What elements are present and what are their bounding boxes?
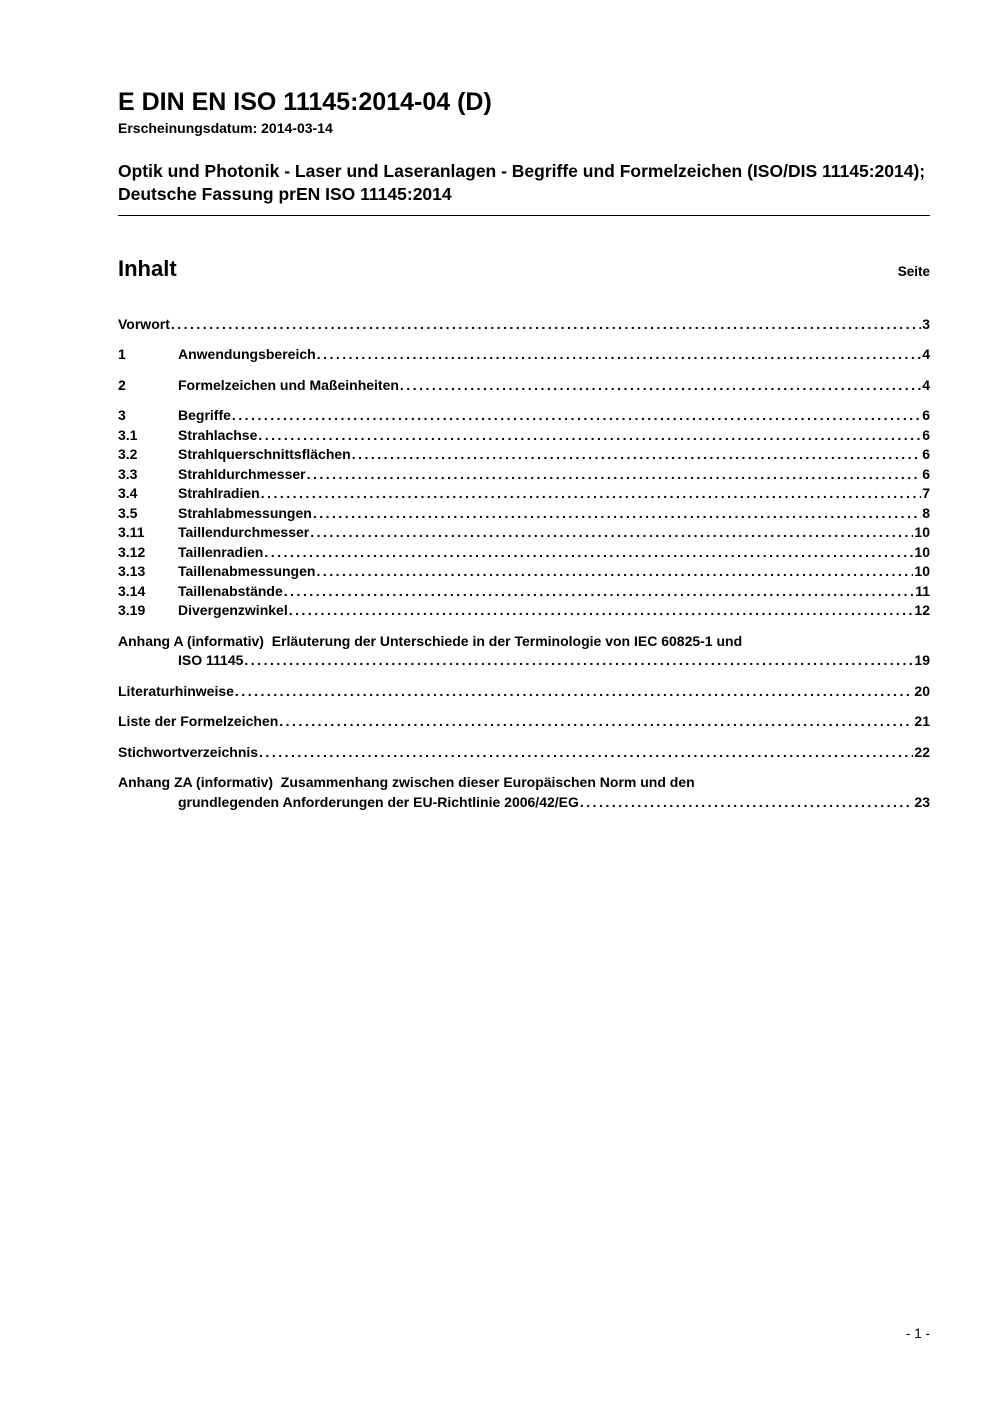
toc-dot-leader	[580, 793, 914, 813]
toc-entry-line	[118, 426, 930, 446]
toc-entry-number: 1	[118, 346, 126, 363]
toc-entry-page: 4	[922, 376, 930, 393]
toc-entry-line	[118, 406, 930, 426]
toc-entry-number: 3	[118, 407, 126, 424]
toc-dot-leader	[400, 376, 921, 396]
toc-entry-page: 3	[922, 315, 930, 332]
toc-header	[118, 256, 930, 282]
toc-dot-leader	[244, 651, 913, 671]
toc-entry	[118, 406, 930, 426]
toc-entry	[118, 426, 930, 446]
toc-entry-line	[118, 712, 930, 732]
toc-entry-line2	[118, 793, 930, 813]
document-title: E DIN EN ISO 11145:2014-04 (D)	[118, 88, 492, 116]
toc-entry	[118, 315, 930, 335]
toc-entry-line	[118, 543, 930, 563]
toc-entry-page: 6	[922, 426, 930, 443]
toc-entry-line	[118, 523, 930, 543]
toc-entry-number: 3.12	[118, 543, 146, 560]
toc-entry-line	[118, 582, 930, 602]
toc-entry-title: Strahldurchmesser	[178, 465, 306, 482]
toc-entry-page: 19	[914, 652, 930, 669]
toc-dot-leader	[313, 504, 921, 524]
toc-entry	[118, 465, 930, 485]
toc-entry-title: Liste der Formelzeichen	[118, 713, 279, 730]
toc-entry-title: Taillendurchmesser	[178, 524, 310, 541]
toc-entry-title: Strahlabmessungen	[178, 504, 312, 521]
toc-entry-page: 4	[922, 346, 930, 363]
toc-entry-title-line2: ISO 11145	[178, 652, 244, 669]
toc-entry-number: 3.19	[118, 602, 146, 619]
toc-entry-page: 8	[922, 504, 930, 521]
toc-entry-title: Taillenabstände	[178, 582, 283, 599]
toc-entry-page: 22	[914, 743, 930, 760]
toc-entry-page: 7	[922, 485, 930, 502]
toc-entry-number: 3.14	[118, 582, 146, 599]
toc-dot-leader	[307, 465, 922, 485]
toc-entry-line	[118, 445, 930, 465]
toc-dot-leader	[232, 406, 921, 426]
toc-entry-line	[118, 315, 930, 335]
toc-entry-title-line1: Anhang A (informativ) Erläuterung der Unterschiede in der Terminologie von IEC 60825-1 und	[118, 632, 743, 649]
toc-entry-number: 3.13	[118, 563, 146, 580]
document-subtitle: Optik und Photonik - Laser und Laseranlagen - Begriffe und Formelzeichen (ISO/DIS 11145:2014); Deutsche Fassung prEN ISO 11145:2014	[118, 160, 926, 204]
toc-entry-number: 3.3	[118, 465, 138, 482]
toc-entry-line	[118, 484, 930, 504]
toc-dot-leader	[235, 682, 914, 702]
toc-entry-line	[118, 465, 930, 485]
toc-dot-leader	[264, 543, 913, 563]
toc-entry-title: Taillenradien	[178, 543, 264, 560]
toc-dot-leader	[279, 712, 913, 732]
toc-entry-page: 20	[914, 682, 930, 699]
toc-entry-number: 3.5	[118, 504, 138, 521]
toc-entry	[118, 712, 930, 732]
toc-entry	[118, 562, 930, 582]
toc-entry	[118, 376, 930, 396]
page-number-footer: - 1 -	[905, 1326, 930, 1341]
toc-entry-line	[118, 345, 930, 365]
toc-list	[118, 315, 930, 813]
toc-entry-line2	[118, 651, 930, 671]
toc-entry	[118, 582, 930, 602]
toc-entry-title: Vorwort	[118, 315, 170, 332]
toc-entry-page: 10	[914, 563, 930, 580]
toc-entry-title: Taillenabmessungen	[178, 563, 316, 580]
publication-date: Erscheinungsdatum: 2014-03-14	[118, 119, 333, 136]
toc-entry-line	[118, 601, 930, 621]
toc-entry-line	[118, 743, 930, 763]
toc-dot-leader	[317, 345, 922, 365]
toc-entry-page: 12	[914, 602, 930, 619]
toc-page-column-label: Seite	[897, 263, 930, 279]
toc-dot-leader	[289, 601, 914, 621]
toc-dot-leader	[171, 315, 921, 335]
toc-entry-page: 6	[922, 407, 930, 424]
toc-entry-page: 21	[914, 713, 930, 730]
toc-entry	[118, 484, 930, 504]
toc-dot-leader	[316, 562, 913, 582]
toc-entry-number: 3.2	[118, 446, 138, 463]
toc-entry-number: 2	[118, 376, 126, 393]
toc-entry	[118, 743, 930, 763]
toc-entry-title: Strahlachse	[178, 426, 258, 443]
toc-dot-leader	[352, 445, 922, 465]
toc-entry-page: 11	[915, 582, 930, 599]
toc-dot-leader	[310, 523, 913, 543]
toc-entry-title: Strahlradien	[178, 485, 260, 502]
toc-entry-title: Literaturhinweise	[118, 682, 234, 699]
toc-entry	[118, 504, 930, 524]
toc-entry-title: Strahlquerschnittsflächen	[178, 446, 351, 463]
toc-entry	[118, 773, 930, 812]
toc-entry	[118, 682, 930, 702]
toc-entry	[118, 632, 930, 671]
toc-entry-title: Stichwortverzeichnis	[118, 743, 259, 760]
toc-entry-title-line1: Anhang ZA (informativ) Zusammenhang zwischen dieser Europäischen Norm und den	[118, 774, 695, 791]
toc-entry	[118, 601, 930, 621]
toc-entry	[118, 345, 930, 365]
title-divider	[118, 215, 930, 216]
toc-entry-title-line2: grundlegenden Anforderungen der EU-Richtlinie 2006/42/EG	[178, 793, 579, 810]
toc-entry	[118, 523, 930, 543]
toc-dot-leader	[258, 426, 921, 446]
toc-dot-leader	[261, 484, 922, 504]
toc-entry-title: Divergenzwinkel	[178, 602, 288, 619]
toc-entry-number: 3.11	[118, 524, 145, 541]
toc-entry-page: 6	[922, 465, 930, 482]
toc-entry-page: 23	[914, 793, 930, 810]
toc-entry-page: 10	[914, 524, 930, 541]
toc-entry-title: Begriffe	[178, 407, 231, 424]
toc-entry-number: 3.1	[118, 426, 138, 443]
toc-entry-title: Anwendungsbereich	[178, 346, 316, 363]
toc-entry	[118, 445, 930, 465]
toc-entry-number: 3.4	[118, 485, 138, 502]
toc-dot-leader	[259, 743, 913, 763]
toc-entry-title: Formelzeichen und Maßeinheiten	[178, 376, 399, 393]
toc-entry-line	[118, 504, 930, 524]
toc-entry-page: 10	[914, 543, 930, 560]
toc-heading: Inhalt	[118, 255, 177, 281]
toc-entry-line	[118, 376, 930, 396]
toc-entry	[118, 543, 930, 563]
toc-entry-line	[118, 562, 930, 582]
toc-dot-leader	[284, 582, 914, 602]
toc-entry-page: 6	[922, 446, 930, 463]
toc-entry-line	[118, 682, 930, 702]
